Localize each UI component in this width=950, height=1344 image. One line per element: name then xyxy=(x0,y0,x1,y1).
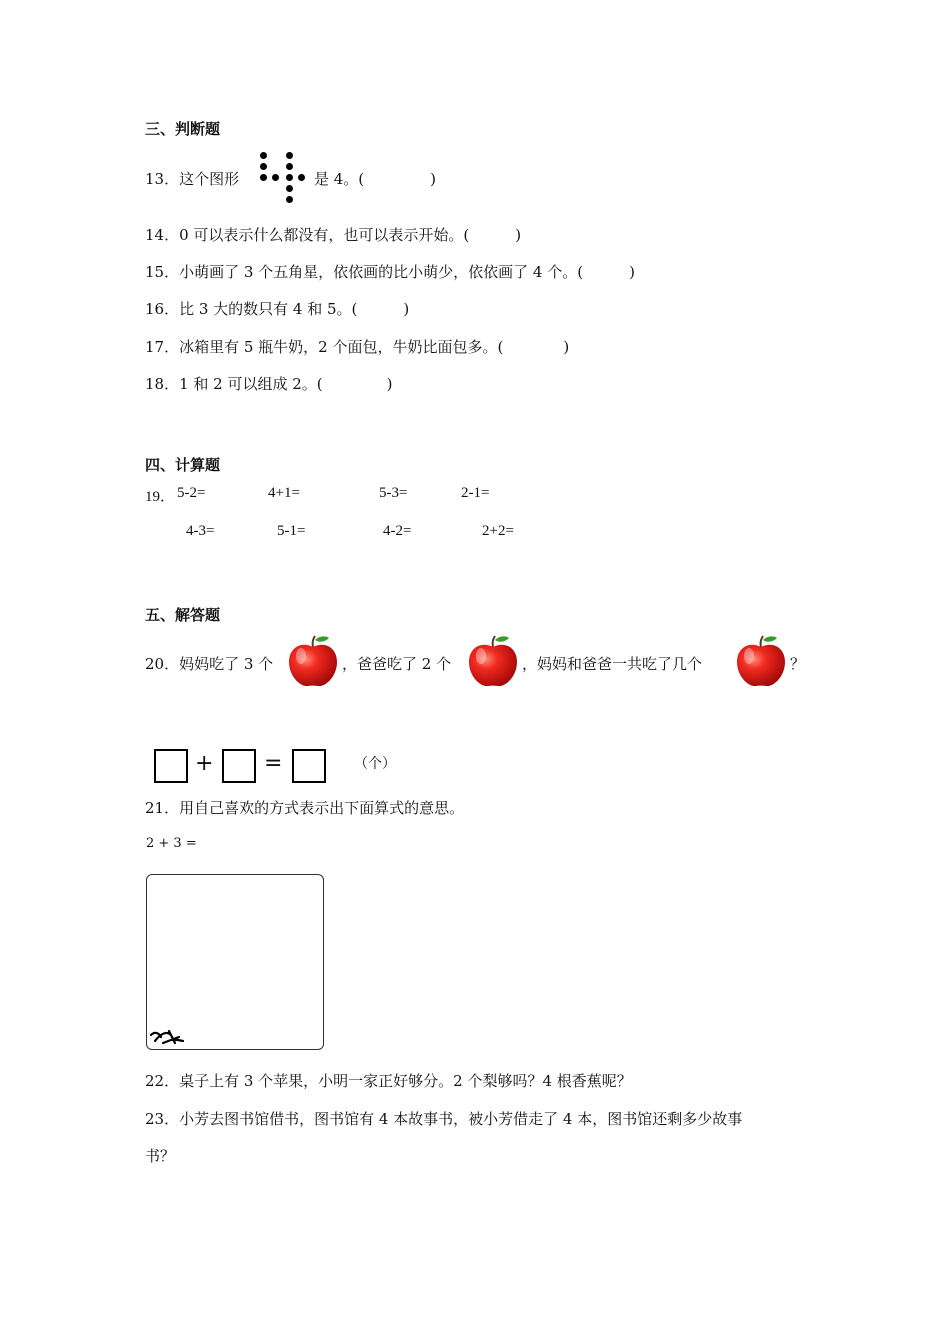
calc-item: 4+1= xyxy=(268,485,300,501)
calc-item: 5-3= xyxy=(379,485,408,501)
answer-box[interactable] xyxy=(154,749,188,783)
calc-item: 2+2= xyxy=(482,523,514,539)
question-20-part3: ，妈妈和爸爸一共吃了几个 xyxy=(522,655,703,673)
question-20-part4: ？ xyxy=(790,655,806,673)
question-13 xyxy=(145,168,239,189)
dot-figure xyxy=(258,152,308,204)
dot xyxy=(298,174,305,181)
calc-item: 5-2= xyxy=(177,485,206,501)
section-title-calculation: 四、计算题 xyxy=(145,456,221,474)
answer-box[interactable] xyxy=(292,749,326,783)
question-16: 16．比 3 大的数只有 4 和 5。( ) xyxy=(145,300,410,318)
question-18: 18．1 和 2 可以组成 2。( ) xyxy=(145,375,393,393)
apple-icon xyxy=(466,634,520,688)
question-13-tail: 是 4。( ) xyxy=(314,170,437,188)
drawing-area[interactable] xyxy=(146,874,324,1050)
section-title-word-problems: 五、解答题 xyxy=(145,606,221,624)
question-17: 17．冰箱里有 5 瓶牛奶，2 个面包，牛奶比面包多。( ) xyxy=(145,338,570,356)
unit-label: （个） xyxy=(354,756,396,772)
question-13-text: 13．这个图形 xyxy=(145,170,240,188)
apple-icon xyxy=(734,634,788,688)
question-15: 15．小萌画了 3 个五角星，依依画的比小萌少，依依画了 4 个。( ) xyxy=(145,263,635,281)
calc-item: 5-1= xyxy=(277,523,306,539)
question-20-part1: 20．妈妈吃了 3 个 xyxy=(145,655,274,673)
question-22: 22．桌子上有 3 个苹果，小明一家正好够分。2 个梨够吗？4 根香蕉呢？ xyxy=(145,1072,632,1090)
apple-icon xyxy=(286,634,340,688)
dot xyxy=(286,185,293,192)
dot xyxy=(260,152,267,159)
dot xyxy=(260,174,267,181)
dot xyxy=(286,196,293,203)
question-14: 14．0 可以表示什么都没有，也可以表示开始。( ) xyxy=(145,226,522,244)
question-19-label: 19． xyxy=(145,489,176,505)
plus-sign: + xyxy=(195,751,214,776)
calc-item: 4-2= xyxy=(383,523,412,539)
question-23-line1: 23．小芳去图书馆借书，图书馆有 4 本故事书，被小芳借走了 4 本，图书馆还剩多少故事 xyxy=(145,1110,743,1128)
question-20-part2: ，爸爸吃了 2 个 xyxy=(342,655,452,673)
dot xyxy=(286,174,293,181)
calc-item: 2-1= xyxy=(461,485,490,501)
expression: 2 + 3 = xyxy=(146,836,197,851)
question-23-line2: 书？ xyxy=(145,1147,176,1165)
dot xyxy=(272,174,279,181)
dot xyxy=(260,163,267,170)
equals-sign: = xyxy=(264,751,283,776)
calc-item: 4-3= xyxy=(186,523,215,539)
question-21: 21．用自己喜欢的方式表示出下面算式的意思。 xyxy=(145,799,465,817)
section-title-judgment: 三、判断题 xyxy=(145,120,221,138)
dot xyxy=(286,152,293,159)
scribble-mark xyxy=(149,1027,185,1047)
answer-box[interactable] xyxy=(222,749,256,783)
dot xyxy=(286,163,293,170)
